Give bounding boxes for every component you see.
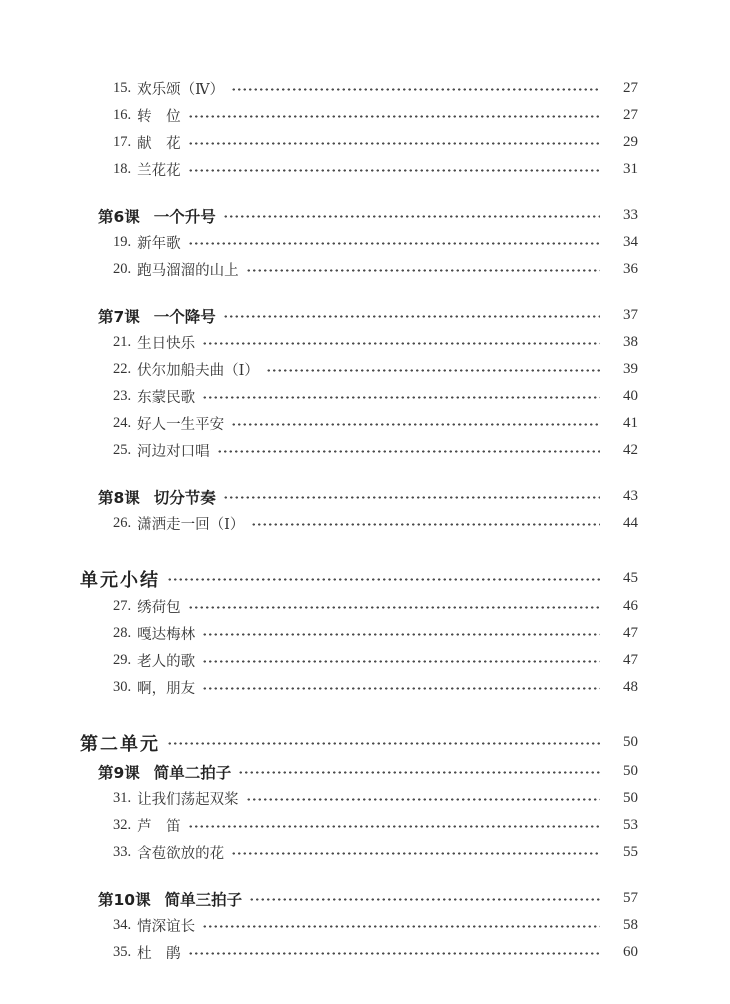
page-number: 58 [623, 917, 638, 933]
toc-lesson-heading-row [80, 885, 638, 912]
page-number: 46 [623, 598, 638, 614]
entry-title: 杜 鹃 [137, 946, 181, 962]
dot-leader [231, 87, 600, 92]
dot-leader [202, 341, 600, 346]
page-number: 39 [623, 361, 638, 377]
entry-number: 24. [113, 415, 132, 431]
lesson-number: 第6课 [98, 207, 140, 226]
toc-entry-row [80, 129, 638, 156]
entry-number: 25. [113, 442, 132, 458]
toc-lesson-heading-row [80, 302, 638, 329]
dot-leader [266, 368, 600, 373]
lesson-number: 第10课 [98, 890, 151, 909]
entry-title: 生日快乐 [137, 336, 196, 352]
entry-title: 跑马溜溜的山上 [137, 263, 239, 279]
page-number: 48 [623, 679, 638, 695]
page-number: 45 [623, 570, 638, 586]
page-number: 60 [623, 944, 638, 960]
page-number: 44 [623, 515, 638, 531]
entry-number: 21. [113, 334, 132, 350]
dot-leader [223, 495, 600, 500]
entry-number: 35. [113, 944, 132, 960]
page-number: 27 [623, 80, 638, 96]
page-number: 40 [623, 388, 638, 404]
toc-lesson-heading-row [80, 483, 638, 510]
toc-entry-row [80, 229, 638, 256]
entry-number: 31. [113, 790, 132, 806]
page-number: 55 [623, 844, 638, 860]
toc-entry-row [80, 839, 638, 866]
lesson-title: 一个升号 [153, 207, 216, 226]
entry-title: 伏尔加船夫曲（Ⅰ） [137, 363, 259, 379]
dot-leader [188, 951, 600, 956]
entry-title: 兰花花 [137, 163, 181, 179]
toc-entry-row [80, 620, 638, 647]
dot-leader [249, 897, 600, 902]
dot-leader [251, 522, 600, 527]
entry-title: 潇洒走一回（Ⅰ） [137, 517, 245, 533]
entry-number: 33. [113, 844, 132, 860]
toc-entry-row [80, 156, 638, 183]
entry-title: 芦 笛 [137, 819, 181, 835]
entry-number: 17. [113, 134, 132, 150]
entry-title: 河边对口唱 [137, 444, 210, 460]
page-number: 43 [623, 488, 638, 504]
entry-title: 献 花 [137, 136, 181, 152]
toc-entry-row [80, 410, 638, 437]
lesson-title: 切分节奏 [153, 488, 216, 507]
dot-leader [188, 168, 600, 173]
lesson-title: 一个降号 [153, 307, 216, 326]
entry-title: 新年歌 [137, 236, 181, 252]
page-number: 57 [623, 890, 638, 906]
toc-entry-row [80, 593, 638, 620]
entry-title: 情深谊长 [137, 919, 196, 935]
toc-unit-heading-row [80, 564, 638, 593]
page-number: 50 [623, 790, 638, 806]
dot-leader [202, 395, 600, 400]
toc-entry-row [80, 912, 638, 939]
dot-leader [223, 314, 600, 319]
entry-number: 34. [113, 917, 132, 933]
page-number: 41 [623, 415, 638, 431]
toc-entry-row [80, 329, 638, 356]
entry-title: 嘎达梅林 [137, 627, 196, 643]
page-number: 47 [623, 625, 638, 641]
page-number: 37 [623, 307, 638, 323]
page-number: 27 [623, 107, 638, 123]
toc-entry-row [80, 75, 638, 102]
entry-title: 老人的歌 [137, 654, 196, 670]
toc-entry-row [80, 647, 638, 674]
dot-leader [188, 241, 600, 246]
page-number: 38 [623, 334, 638, 350]
dot-leader [202, 659, 600, 664]
dot-leader [188, 824, 600, 829]
entry-title: 绣荷包 [137, 600, 181, 616]
toc-entry-row [80, 256, 638, 283]
toc-lesson-heading-row [80, 202, 638, 229]
entry-number: 27. [113, 598, 132, 614]
dot-leader [167, 577, 600, 582]
entry-number: 30. [113, 679, 132, 695]
entry-title: 东蒙民歌 [137, 390, 196, 406]
dot-leader [231, 422, 600, 427]
entry-number: 28. [113, 625, 132, 641]
entry-number: 16. [113, 107, 132, 123]
toc-entry-row [80, 437, 638, 464]
unit-title: 第二单元 [80, 733, 160, 755]
dot-leader [188, 114, 600, 119]
lesson-title: 简单二拍子 [153, 763, 232, 782]
toc-entry-row [80, 812, 638, 839]
dot-leader [238, 770, 600, 775]
entry-title: 啊，朋友 [137, 681, 196, 697]
entry-number: 29. [113, 652, 132, 668]
page-number: 53 [623, 817, 638, 833]
dot-leader [202, 686, 600, 691]
entry-number: 15. [113, 80, 132, 96]
toc-entry-row [80, 383, 638, 410]
page-number: 33 [623, 207, 638, 223]
entry-number: 19. [113, 234, 132, 250]
dot-leader [217, 449, 600, 454]
lesson-title: 简单三拍子 [164, 890, 243, 909]
dot-leader [188, 141, 600, 146]
toc-entry-row [80, 356, 638, 383]
lesson-number: 第7课 [98, 307, 140, 326]
dot-leader [202, 924, 600, 929]
page-number: 31 [623, 161, 638, 177]
dot-leader [202, 632, 600, 637]
dot-leader [167, 741, 600, 746]
toc-lesson-heading-row [80, 758, 638, 785]
entry-title: 好人一生平安 [137, 417, 225, 433]
toc-unit-heading-row [80, 728, 638, 757]
dot-leader [246, 268, 600, 273]
toc-entry-row [80, 510, 638, 537]
toc-entry-row [80, 674, 638, 701]
lesson-number: 第9课 [98, 763, 140, 782]
page-number: 29 [623, 134, 638, 150]
entry-title: 转 位 [137, 109, 181, 125]
page-number: 50 [623, 763, 638, 779]
entry-title: 含苞欲放的花 [137, 846, 225, 862]
entry-number: 32. [113, 817, 132, 833]
entry-number: 22. [113, 361, 132, 377]
unit-title: 单元小结 [80, 569, 160, 591]
dot-leader [188, 605, 600, 610]
entry-number: 23. [113, 388, 132, 404]
lesson-number: 第8课 [98, 488, 140, 507]
toc-entry-row [80, 102, 638, 129]
page-number: 36 [623, 261, 638, 277]
entry-title: 欢乐颂（Ⅳ） [137, 82, 225, 98]
page-number: 50 [623, 734, 638, 750]
toc-list [80, 75, 638, 966]
dot-leader [231, 851, 600, 856]
toc-entry-row [80, 939, 638, 966]
entry-title: 让我们荡起双桨 [137, 792, 239, 808]
entry-number: 26. [113, 515, 132, 531]
dot-leader [223, 214, 600, 219]
page-number: 42 [623, 442, 638, 458]
page-number: 34 [623, 234, 638, 250]
toc-entry-row [80, 785, 638, 812]
page-number: 47 [623, 652, 638, 668]
dot-leader [246, 797, 600, 802]
entry-number: 20. [113, 261, 132, 277]
entry-number: 18. [113, 161, 132, 177]
